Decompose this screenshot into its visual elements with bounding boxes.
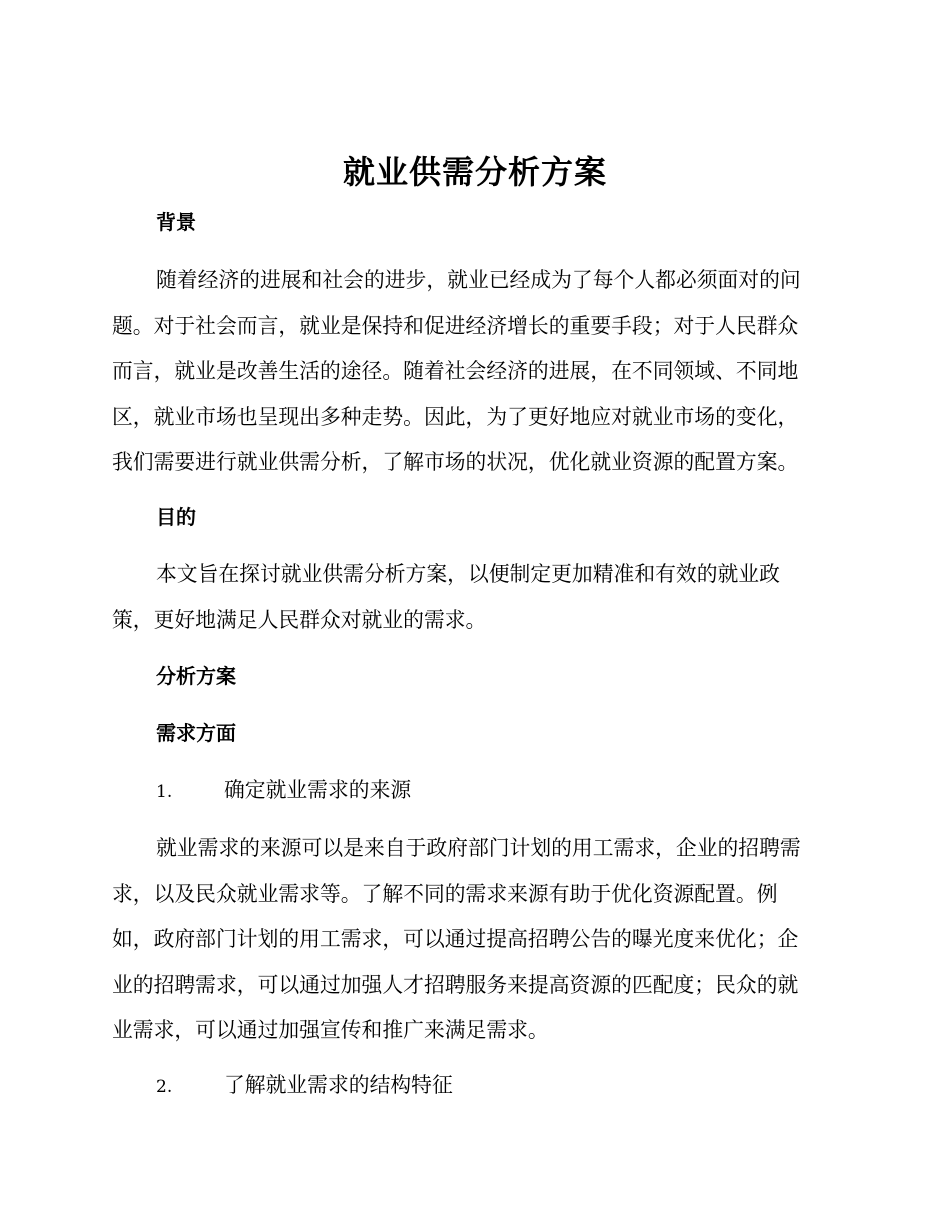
list-item-text: 确定就业需求的来源 (224, 778, 412, 802)
paragraph-line: 随着经济的进展和社会的进步，就业已经成为了每个人都必须面对的问 (156, 268, 801, 292)
heading-demand: 需求方面 (156, 721, 236, 745)
document-title: 就业供需分析方案 (342, 153, 607, 191)
paragraph-line: 策，更好地满足人民群众对就业的需求。 (112, 607, 487, 632)
list-item-1 (156, 775, 411, 807)
paragraph-demand-source (112, 826, 828, 1054)
heading-purpose: 目的 (156, 505, 196, 529)
paragraph-background (112, 258, 828, 486)
list-number: 2. (156, 1077, 173, 1097)
heading-background: 背景 (156, 210, 196, 234)
paragraph-line: 业的招聘需求，可以通过加强人才招聘服务来提高资源的匹配度；民众的就 (112, 972, 799, 997)
paragraph-line: 题。对于社会而言，就业是保持和促进经济增长的重要手段；对于人民群众 (112, 313, 799, 338)
paragraph-line: 求，以及民众就业需求等。了解不同的需求来源有助于优化资源配置。例 (112, 881, 778, 906)
list-item-2 (156, 1070, 453, 1102)
list-number: 1. (156, 782, 173, 802)
paragraph-line: 如，政府部门计划的用工需求，可以通过提高招聘公告的曝光度来优化；企 (112, 927, 799, 951)
paragraph-purpose (112, 552, 828, 643)
paragraph-line: 就业需求的来源可以是来自于政府部门计划的用工需求，企业的招聘需 (156, 836, 801, 860)
paragraph-line: 区，就业市场也呈现出多种走势。因此，为了更好地应对就业市场的变化， (112, 404, 799, 429)
list-item-text: 了解就业需求的结构特征 (224, 1073, 453, 1097)
paragraph-line: 本文旨在探讨就业供需分析方案，以便制定更加精准和有效的就业政 (156, 562, 780, 586)
heading-analysis: 分析方案 (156, 664, 236, 688)
paragraph-line: 业需求，可以通过加强宣传和推广来满足需求。 (112, 1018, 549, 1042)
paragraph-line: 而言，就业是改善生活的途径。随着社会经济的进展，在不同领域、不同地 (112, 359, 799, 383)
paragraph-line: 我们需要进行就业供需分析，了解市场的状况，优化就业资源的配置方案。 (112, 450, 799, 474)
